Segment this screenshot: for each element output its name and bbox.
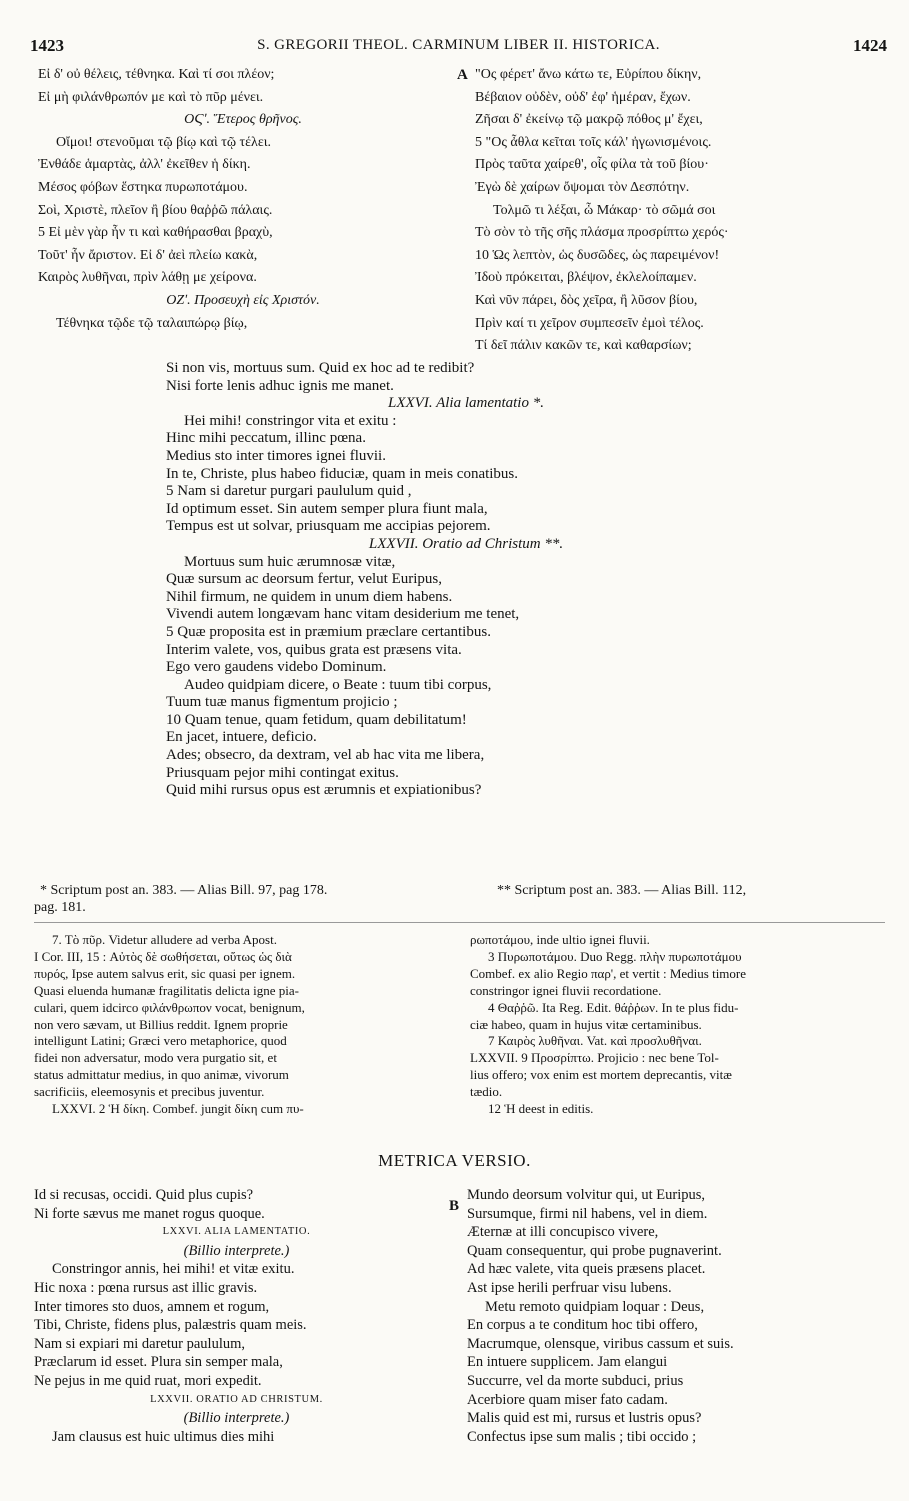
text-line: Ne pejus in me quid ruat, mori expedit. [34, 1372, 262, 1389]
section-heading-metrica-versio: METRICA VERSIO. [378, 1151, 531, 1170]
text-line: 7 Καιρὸς λυθῆναι. Vat. καὶ προσλυθῆναι. [488, 1033, 702, 1049]
footnote-right: ** Scriptum post an. 383. — Alias Bill. 112, [497, 883, 747, 898]
page-number-left: 1423 [30, 36, 64, 55]
text-line: 5 Nam si daretur purgari paululum quid , [166, 483, 412, 500]
text-line: Ni forte sævus me manet rogus quoque. [34, 1205, 265, 1222]
text-line: Id si recusas, occidi. Quid plus cupis? [34, 1187, 254, 1203]
text-line: 10 Quam tenue, quam fetidum, quam debilitatum! [166, 711, 467, 728]
text-line: Vivendi autem longævam hanc vitam desiderium me tenet, [166, 606, 520, 623]
text-line: In te, Christe, plus habeo fiduciæ, quam in meis conatibus. [166, 465, 519, 482]
text-line: Ades; obsecro, da dextram, vel ab hac vita me libera, [166, 747, 485, 764]
text-line: Hinc mihi peccatum, illinc pœna. [166, 430, 366, 447]
column-marker-a: A [457, 67, 468, 83]
text-line: (Billio interprete.) [183, 1242, 290, 1259]
text-line: πυρός, Ipse autem salvus erit, sic quasi per ignem. [34, 965, 296, 981]
text-line: LXXVI. ALIA LAMENTATIO. [162, 1226, 311, 1238]
notes-divider [34, 922, 885, 923]
text-line: LXXVI. 2 Ἡ δίκη. Combef. jungit δίκη cum πυ- [52, 1101, 304, 1117]
text-line: 7. Τὸ πῦρ. Videtur alludere ad verba Apost. [52, 932, 277, 947]
running-title: S. GREGORII THEOL. CARMINUM LIBER II. HISTORICA. [257, 37, 660, 53]
text-line: constringor ignei fluvii recordatione. [470, 982, 662, 998]
text-line: En jacet, intuere, deficio. [166, 729, 317, 746]
notes-column-left [34, 932, 446, 1118]
text-line: Πρὶν καί τι χεῖρον συμπεσεῖν ἐμοὶ τέλος. [475, 315, 704, 331]
text-line: Ἐγὼ δὲ χαίρων ὄψομαι τὸν Δεσπότην. [475, 179, 690, 195]
text-line: Quasi eluenda humanæ fragilitatis delicta igne pia- [34, 982, 299, 998]
running-header [30, 36, 887, 60]
text-line: ρωποτάμου, inde ultio ignei fluvii. [470, 932, 650, 947]
text-line: Malis quid est mi, rursus et lustris opus? [467, 1410, 702, 1427]
text-line: ciæ habeo, quam in hujus vitæ certaminibus. [470, 1016, 702, 1032]
text-line: Metu remoto quidpiam loquar : Deus, [485, 1298, 705, 1315]
text-line: Priusquam pejor mihi contingat exitus. [166, 764, 399, 781]
text-line: ΟϚʹ. Ἕτερος θρῆνος. [184, 112, 302, 128]
page-number-right: 1424 [853, 36, 887, 55]
text-line: Ἰδοὺ πρόκειται, βλέψον, ἐκλελοίπαμεν. [475, 270, 697, 286]
text-line: Εἰ δ' οὐ θέλεις, τέθνηκα. Καὶ τί σοι πλέον; [38, 67, 275, 82]
text-line: Jam clausus est huic ultimus dies mihi [52, 1428, 275, 1445]
text-line: Hic noxa : pœna rursus ast illic gravis. [34, 1279, 258, 1296]
text-line: Tempus est ut solvar, priusquam me accipias pejorem. [166, 518, 491, 535]
text-line: Medius sto inter timores ignei fluvii. [166, 447, 386, 464]
footnote-left: * Scriptum post an. 383. — Alias Bill. 97, pag 178. [40, 883, 328, 898]
text-line: Audeo quidpiam dicere, o Beate : tuum tibi corpus, [184, 676, 492, 693]
text-line: Tuum tuæ manus figmentum projicio ; [166, 694, 398, 711]
text-line: 12 Ἡ deest in editis. [488, 1101, 594, 1117]
text-line: Ad hæc valete, vita queis præsens placet. [467, 1261, 706, 1278]
text-line: Tibi, Christe, fidens plus, palæstris quam meis. [34, 1317, 307, 1334]
text-line: LXXVII. Oratio ad Christum **. [368, 535, 564, 552]
text-line: Ζῆσαι δ' ἐκείνῳ τῷ μακρῷ πόθος μ' ἔχει, [475, 112, 703, 128]
greek-column-left [38, 64, 448, 335]
column-marker-b: B [449, 1198, 460, 1214]
text-line: tædio. [470, 1084, 503, 1100]
text-line: culari, quem idcirco φιλάνθρωπον vocat, benignum, [34, 999, 305, 1015]
text-line: I Cor. III, 15 : Αὐτὸς δὲ σωθήσεται, οὕτως ὡς διὰ [34, 948, 292, 964]
text-line: 5 "Ος ἆθλα κεῖται τοῖς κάλ' ἠγωνισμένοις. [475, 134, 712, 150]
text-line: Quam consequentur, qui probe pugnaverint. [467, 1242, 722, 1259]
notes-column-right [470, 932, 882, 1118]
text-line: 3 Πυρωποτάμου. Duo Regg. πλὴν πυρωποτάμου [488, 948, 742, 964]
text-line: Hei mihi! constringor vita et exitu : [184, 412, 397, 429]
text-line: non vero sævam, ut Billius reddit. Ignem proprie [34, 1016, 288, 1032]
text-line: "Ος φέρετ' ἄνω κάτω τε, Εὐρίπου δίκην, [475, 67, 702, 82]
greek-column-right [475, 64, 885, 358]
text-line: (Billio interprete.) [183, 1410, 290, 1427]
text-line: status admittatur medius, in quo animæ, vivorum [34, 1067, 289, 1083]
footnote-continuation: pag. 181. [34, 900, 86, 915]
text-line: Καὶ νῦν πάρει, δὸς χεῖρα, ἢ λῦσον βίου, [475, 292, 698, 308]
text-line: Τὸ σὸν τὸ τῆς σῆς πλάσμα προσρίπτω χερός· [475, 225, 729, 241]
text-line: Confectus ipse sum malis ; tibi occido ; [467, 1428, 697, 1445]
text-line: Si non vis, mortuus sum. Quid ex hoc ad te redibit? [166, 360, 475, 376]
text-line: sacrificiis, eleemosynis et precibus juventur. [34, 1084, 265, 1100]
text-line: En corpus a te conditum hoc tibi offero, [467, 1317, 698, 1334]
text-line: Acerbiore quam miser fato cadam. [467, 1391, 668, 1408]
text-line: intelligunt Latini; Græci vero metaphorice, quod [34, 1033, 287, 1049]
text-line: Ast ipse herili perfruar visu lubens. [467, 1279, 672, 1296]
text-line: Combef. ex alio Regio παρ', et vertit : Medius timore [470, 965, 747, 981]
text-line: Mortuus sum huic ærumnosæ vitæ, [184, 553, 396, 570]
text-line: 5 Εἰ μὲν γὰρ ἦν τι καὶ καθήρασθαι βραχὺ, [38, 225, 273, 241]
text-line: LXXVII. ORATIO AD CHRISTUM. [150, 1393, 323, 1405]
text-line: Macrumque, olensque, viribus cassum et suis. [467, 1335, 734, 1352]
text-line: Mundo deorsum volvitur qui, ut Euripus, [467, 1187, 706, 1203]
text-line: Καιρὸς λυθῆναι, πρὶν λάθῃ με χείρονα. [38, 270, 257, 286]
text-line: lius offero; vox enim est mortem deprecantis, vitæ [470, 1067, 732, 1083]
text-line: LXXVI. Alia lamentatio *. [388, 395, 544, 412]
text-line: En intuere supplicem. Jam elangui [467, 1354, 668, 1371]
text-line: Βέβαιον οὐδὲν, οὐδ' ἐφ' ἡμέραν, ἔχων. [475, 89, 691, 105]
text-line: 10 Ὡς λεπτὸν, ὡς δυσῶδες, ὡς παρειμένον! [475, 247, 720, 263]
text-line: 5 Quæ proposita est in præmium præclare certantibus. [166, 623, 491, 640]
text-line: Constringor annis, hei mihi! et vitæ exitu. [52, 1261, 295, 1278]
text-line: Nam si expiari mi daretur paululum, [34, 1335, 246, 1352]
text-line: Σοὶ, Χριστὲ, πλεῖον ἢ βίου θαῤῥῶ πάλαις. [38, 202, 273, 218]
text-line: Æternæ at illi concupisco vivere, [467, 1224, 659, 1241]
text-line: fidei non adversatur, modo vera purgatio sit, et [34, 1050, 277, 1066]
text-line: Τοῦτ' ἦν ἄριστον. Εἰ δ' ἀεὶ πλείω κακὰ, [38, 247, 258, 263]
text-line: Interim valete, vos, quibus grata est præsens vita. [166, 641, 462, 658]
text-line: Quid mihi rursus opus est ærumnis et expiationibus? [166, 782, 482, 799]
text-line: Succurre, vel da morte subduci, prius [467, 1372, 684, 1389]
text-line: 4 Θαῤῥῶ. Ita Reg. Edit. θάῤῥων. In te plus fidu- [488, 999, 739, 1015]
text-line: Ego vero gaudens videbo Dominum. [166, 659, 387, 676]
text-line: Οἴμοι! στενοῦμαι τῷ βίῳ καὶ τῷ τέλει. [56, 134, 271, 150]
text-line: Τί δεῖ πάλιν κακῶν τε, καὶ καθαρσίων; [475, 338, 692, 354]
text-line: Nisi forte lenis adhuc ignis me manet. [166, 377, 394, 394]
text-line: Sursumque, firmi nil habens, vel in diem. [467, 1205, 708, 1222]
verse-column-right [467, 1186, 882, 1446]
text-line: Εἰ μὴ φιλάνθρωπόν με καὶ τὸ πῦρ μένει. [38, 89, 264, 105]
text-line: LXXVII. 9 Προσρίπτω. Projicio : nec bene Tol- [470, 1050, 719, 1066]
latin-version [166, 360, 766, 800]
text-line: Quæ sursum ac deorsum fertur, velut Euripus, [166, 571, 443, 588]
text-line: Nihil firmum, ne quidem in unum diem habens. [166, 588, 453, 605]
text-line: ΟΖʹ. Προσευχὴ εἰς Χριστόν. [166, 292, 320, 308]
text-line: Τέθνηκα τῷδε τῷ ταλαιπώρῳ βίῳ, [56, 315, 248, 331]
text-line: Ἐνθάδε ἁμαρτὰς, ἀλλ' ἐκεῖθεν ἡ δίκη. [38, 157, 251, 173]
text-line: Id optimum esset. Sin autem semper plura fiunt mala, [166, 500, 488, 517]
text-line: Præclarum id esset. Plura sin semper mala, [34, 1354, 283, 1371]
text-line: Τολμῶ τι λέξαι, ὦ Μάκαρ· τὸ σῶμά σοι [493, 202, 716, 218]
verse-column-left [34, 1186, 439, 1446]
text-line: Inter timores sto duos, amnem et rogum, [34, 1298, 270, 1315]
text-line: Πρὸς ταῦτα χαίρεθ', οἷς φίλα τὰ τοῦ βίου· [475, 157, 709, 173]
text-line: Μέσος φόβων ἕστηκα πυρωποτάμου. [38, 179, 248, 195]
